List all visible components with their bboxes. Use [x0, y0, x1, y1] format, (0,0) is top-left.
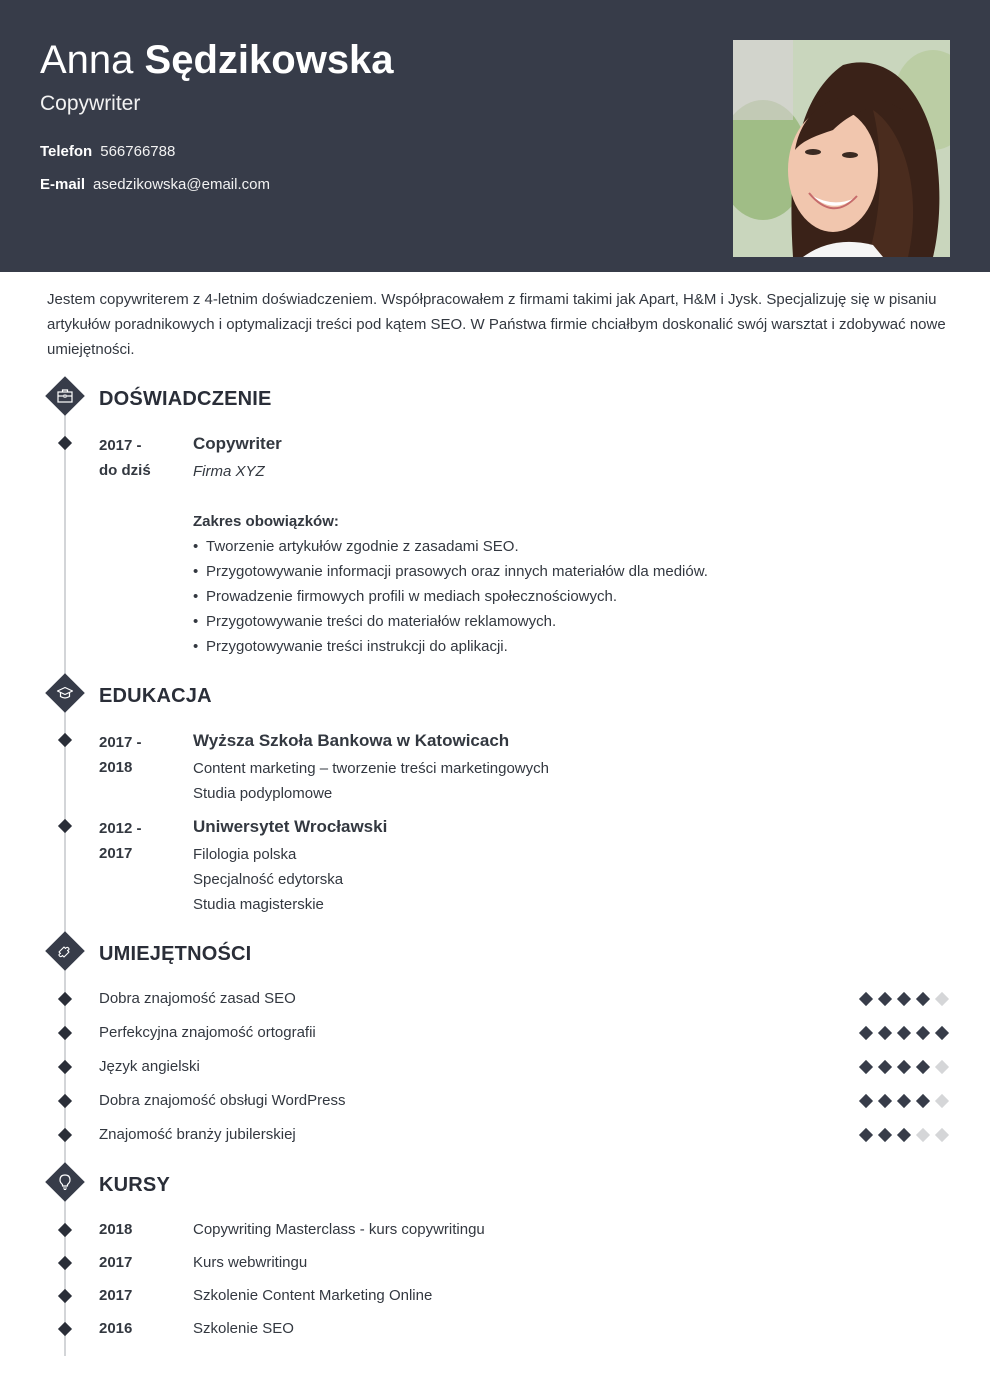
education-date-from: 2017 -	[99, 734, 142, 751]
course-name: Copywriting Masterclass - kurs copywritingu	[193, 1221, 485, 1238]
rating-diamond-filled	[916, 1026, 930, 1040]
skill-label: Dobra znajomość zasad SEO	[99, 990, 296, 1007]
section-title-skills: UMIEJĘTNOŚCI	[99, 943, 252, 965]
education-date-from: 2012 -	[99, 820, 142, 837]
puzzle-icon	[55, 941, 75, 961]
rating-diamond-empty	[935, 1060, 949, 1074]
skill-label: Język angielski	[99, 1058, 200, 1075]
rating-diamond-filled	[916, 992, 930, 1006]
timeline-line	[64, 396, 66, 1356]
briefcase-icon	[55, 386, 75, 406]
skill-label: Znajomość branży jubilerskiej	[99, 1126, 296, 1143]
course-name: Szkolenie SEO	[193, 1320, 294, 1337]
timeline-bullet	[58, 1060, 72, 1074]
duty-item: • Tworzenie artykułów zgodnie z zasadami SEO.	[193, 538, 519, 555]
duty-text: Prowadzenie firmowych profili w mediach społecznościowych.	[206, 588, 617, 605]
duty-item: • Przygotowywanie treści instrukcji do aplikacji.	[193, 638, 508, 655]
skill-rating	[858, 1028, 953, 1040]
rating-diamond-filled	[859, 1128, 873, 1142]
duty-item: • Prowadzenie firmowych profili w mediach społecznościowych.	[193, 588, 617, 605]
phone-value: 566766788	[100, 143, 176, 160]
lightbulb-icon	[55, 1172, 75, 1192]
education-date-to: 2018	[99, 759, 133, 776]
rating-diamond-empty	[916, 1128, 930, 1142]
rating-diamond-filled	[916, 1060, 930, 1074]
timeline-bullet	[58, 1026, 72, 1040]
rating-diamond-filled	[878, 1094, 892, 1108]
course-year: 2017	[99, 1287, 133, 1304]
education-school: Uniwersytet Wrocławski	[193, 817, 388, 836]
email-label: E-mail	[40, 176, 86, 193]
rating-diamond-filled	[859, 1060, 873, 1074]
duty-text: Przygotowywanie treści do materiałów reklamowych.	[206, 613, 557, 630]
education-detail: Studia magisterskie	[193, 896, 324, 913]
duty-text: Przygotowywanie treści instrukcji do aplikacji.	[206, 638, 508, 655]
rating-diamond-filled	[897, 1128, 911, 1142]
rating-diamond-filled	[859, 992, 873, 1006]
rating-diamond-filled	[859, 1094, 873, 1108]
education-detail: Studia podyplomowe	[193, 785, 333, 802]
timeline-bullet	[58, 1289, 72, 1303]
experience-date-from: 2017 -	[99, 437, 142, 454]
education-school: Wyższa Szkoła Bankowa w Katowicach	[193, 731, 510, 750]
profile-summary: Jestem copywriterem z 4-letnim doświadczeniem. Współpracowałem z firmami takimi jak Apart, H&M i Jysk. Specjalizuję się w pisaniu artykułów poradnikowych i optymalizacji treści pod kątem SEO. W Państwa firmie chciałbym doskonalić swój warsztat i zdobywać nowe umiejętności.	[47, 291, 946, 358]
education-detail: Filologia polska	[193, 846, 297, 863]
job-title: Copywriter	[40, 92, 141, 115]
portrait-photo	[733, 40, 950, 257]
skill-rating	[858, 1096, 953, 1108]
experience-section-icon	[45, 376, 85, 416]
skill-rating	[858, 1062, 953, 1074]
timeline-bullet	[58, 436, 72, 450]
course-year: 2018	[99, 1221, 133, 1238]
rating-diamond-filled	[916, 1094, 930, 1108]
skills-section-icon	[45, 931, 85, 971]
experience-company: Firma XYZ	[193, 463, 265, 480]
timeline-bullet	[58, 819, 72, 833]
portrait-illustration	[733, 40, 950, 257]
skill-rating	[858, 1130, 953, 1142]
course-name: Kurs webwritingu	[193, 1254, 308, 1271]
rating-diamond-filled	[878, 1128, 892, 1142]
course-year: 2016	[99, 1320, 133, 1337]
timeline-bullet	[58, 1128, 72, 1142]
timeline-bullet	[58, 733, 72, 747]
rating-diamond-filled	[897, 1094, 911, 1108]
duty-text: Przygotowywanie informacji prasowych oraz innych materiałów dla mediów.	[206, 563, 708, 580]
section-title-education: EDUKACJA	[99, 685, 212, 707]
skill-rating	[858, 994, 953, 1006]
education-section-icon	[45, 673, 85, 713]
rating-diamond-filled	[878, 992, 892, 1006]
course-name: Szkolenie Content Marketing Online	[193, 1287, 433, 1304]
full-name	[40, 36, 394, 84]
experience-position: Copywriter	[193, 434, 282, 453]
section-title-courses: KURSY	[99, 1174, 171, 1196]
resume-header	[0, 0, 990, 272]
rating-diamond-filled	[878, 1026, 892, 1040]
duty-item: • Przygotowywanie informacji prasowych oraz innych materiałów dla mediów.	[193, 563, 708, 580]
rating-diamond-filled	[897, 1026, 911, 1040]
email-value: asedzikowska@email.com	[93, 176, 270, 193]
duty-text: Tworzenie artykułów zgodnie z zasadami SEO.	[206, 538, 519, 555]
contact-email	[40, 176, 270, 194]
first-name: Anna	[40, 38, 134, 82]
rating-diamond-filled	[859, 1026, 873, 1040]
rating-diamond-filled	[897, 992, 911, 1006]
timeline-bullet	[58, 1223, 72, 1237]
last-name: Sędzikowska	[144, 38, 394, 82]
skill-label: Perfekcyjna znajomość ortografii	[99, 1024, 316, 1041]
phone-label: Telefon	[40, 143, 93, 160]
timeline-bullet	[58, 1094, 72, 1108]
rating-diamond-filled	[935, 1026, 949, 1040]
rating-diamond-filled	[897, 1060, 911, 1074]
rating-diamond-empty	[935, 1094, 949, 1108]
duty-item: • Przygotowywanie treści do materiałów reklamowych.	[193, 613, 557, 630]
education-date-to: 2017	[99, 845, 133, 862]
timeline-bullet	[58, 992, 72, 1006]
experience-date-to: do dziś	[99, 462, 151, 479]
section-title-experience: DOŚWIADCZENIE	[99, 388, 272, 410]
education-detail: Content marketing – tworzenie treści marketingowych	[193, 760, 549, 777]
graduation-cap-icon	[55, 683, 75, 703]
skill-label: Dobra znajomość obsługi WordPress	[99, 1092, 346, 1109]
course-year: 2017	[99, 1254, 133, 1271]
rating-diamond-filled	[878, 1060, 892, 1074]
education-detail: Specjalność edytorska	[193, 871, 344, 888]
courses-section-icon	[45, 1162, 85, 1202]
timeline-bullet	[58, 1322, 72, 1336]
timeline-bullet	[58, 1256, 72, 1270]
contact-phone	[40, 143, 175, 161]
duties-label: Zakres obowiązków:	[193, 513, 339, 530]
rating-diamond-empty	[935, 1128, 949, 1142]
rating-diamond-empty	[935, 992, 949, 1006]
